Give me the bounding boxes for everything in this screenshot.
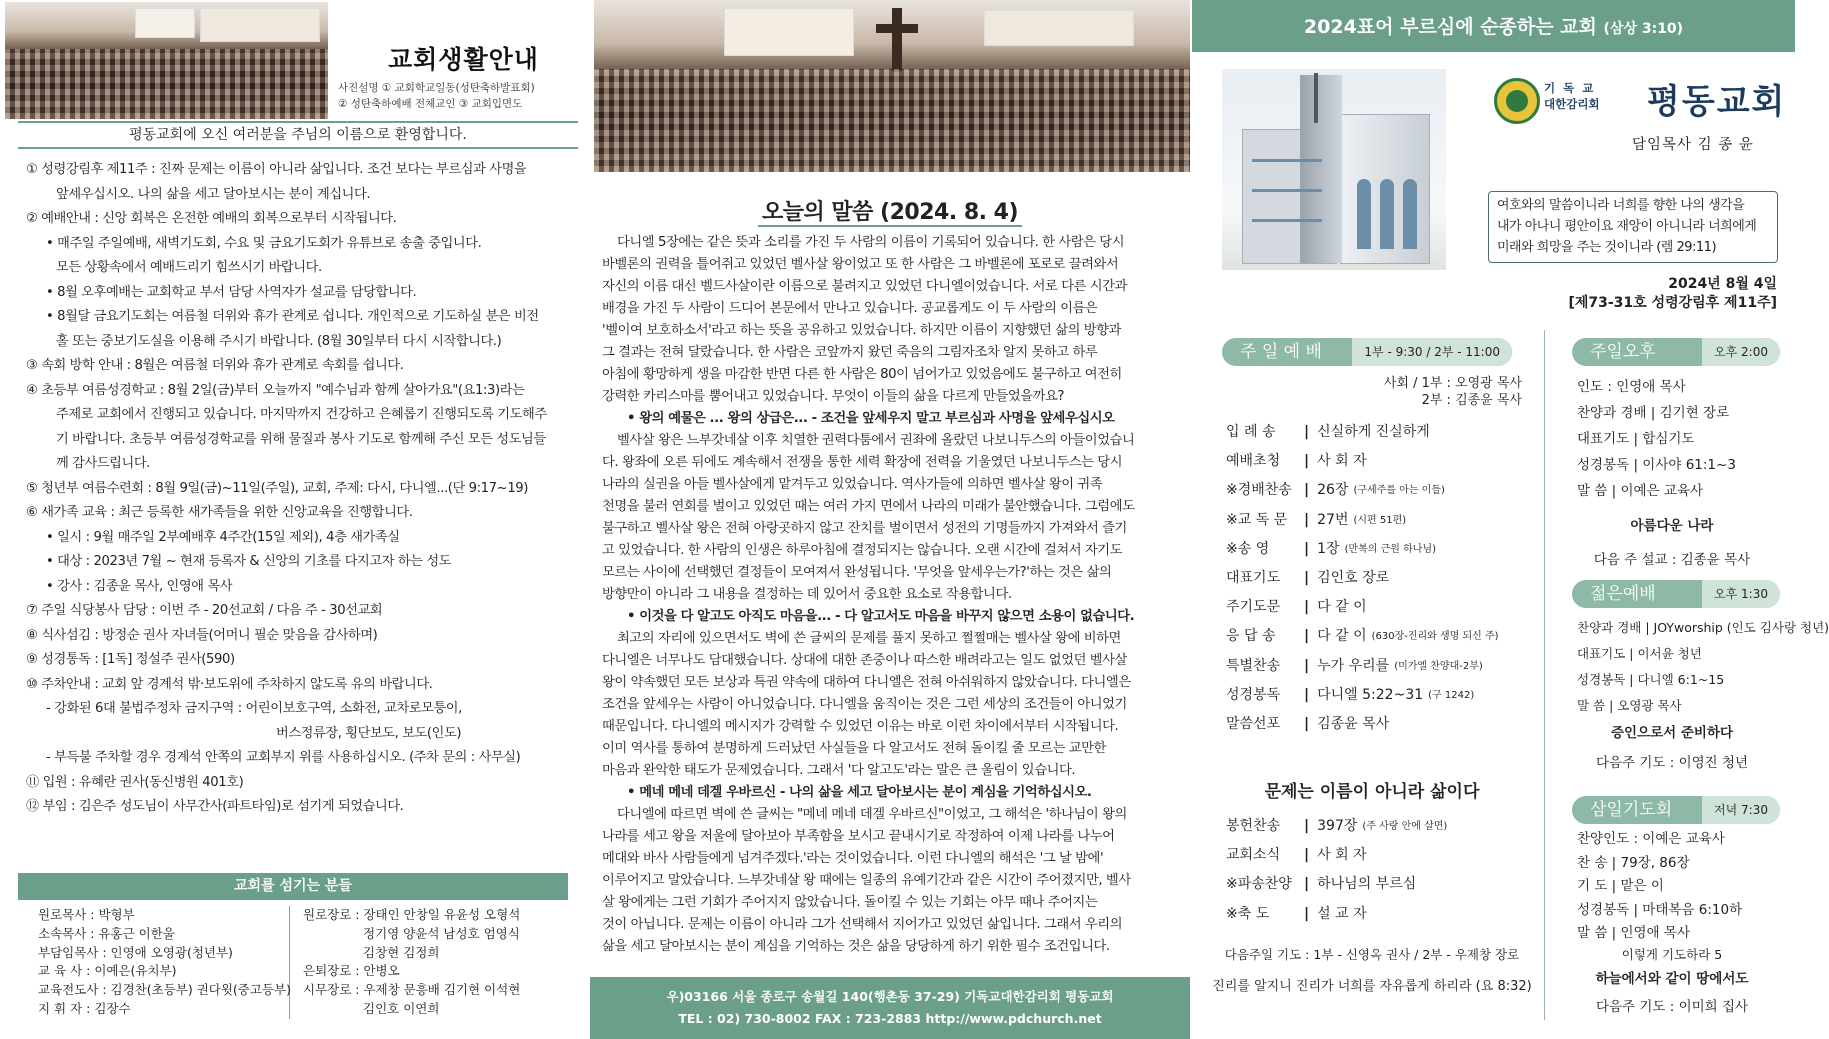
page-title: 교회생활안내 bbox=[388, 45, 539, 74]
afternoon-sermon-title: 아름다운 나라 bbox=[1630, 518, 1714, 534]
worship-order-row bbox=[1226, 841, 1447, 870]
staff-line: 은퇴장로 : 안병오 bbox=[303, 963, 400, 979]
worship-order-row bbox=[1226, 681, 1499, 710]
afternoon-service-list bbox=[1577, 374, 1787, 504]
order-item-value: 사 회 자 bbox=[1317, 453, 1367, 470]
text-line: 고 있었습니다. 한 사람의 인생은 하루아침에 결정되지는 않습니다. 오랜 시간에 걸쳐서 자기도 bbox=[602, 543, 1123, 558]
worship-order-row bbox=[1226, 652, 1499, 681]
order-item-label: ※송 영 bbox=[1226, 540, 1270, 557]
service-line: 찬양과 경배 | JOYworship (인도 김사랑 청년) bbox=[1577, 620, 1829, 635]
news-list bbox=[26, 158, 574, 820]
afternoon-service-header: 주일오후 오후 2:00 bbox=[1572, 338, 1780, 366]
column-divider bbox=[1544, 330, 1545, 1020]
text-line: 배경을 가진 두 사람이 드디어 본문에서 만나고 있습니다. 공교롭게도 이 두 사람의 이름은 bbox=[602, 301, 1098, 316]
text-line: • 8월달 금요기도회는 여름철 더위와 휴가 관계로 쉽니다. 개인적으로 기도하실 분은 비전 bbox=[46, 309, 539, 324]
church-life-panel bbox=[0, 0, 590, 1039]
order-item-value: 누가 우리를 bbox=[1317, 657, 1390, 674]
separator: | bbox=[1304, 686, 1310, 703]
text-line: 모든 상황속에서 예배드리기 힘쓰시기 바랍니다. bbox=[56, 260, 322, 275]
service-line: 기 도 | 맡은 이 bbox=[1577, 878, 1664, 894]
worship-order-panel bbox=[1192, 0, 1829, 1039]
text-line: 나라를 세고 왕을 저울에 달아보아 부족함을 보시고 끝내시기로 작정하여 이제 나라를 나누어 bbox=[602, 829, 1115, 844]
worship-order-row bbox=[1226, 506, 1499, 535]
worship-order-row bbox=[1226, 447, 1499, 476]
staff-line: 교육전도사 : 김경찬(초등부) 권다윗(중고등부) bbox=[38, 982, 291, 998]
order-item-note: (시편 51편) bbox=[1353, 514, 1407, 526]
separator: | bbox=[1304, 453, 1310, 470]
service-line: 성경봉독 | 다니엘 6:1~15 bbox=[1577, 672, 1725, 687]
text-line: 벨사살 왕은 느부갓네살 이후 치열한 권력다툼에서 권좌에 올랐던 나보니두스의 아들이었습니 bbox=[617, 433, 1135, 448]
order-item-note bbox=[1416, 870, 1421, 899]
text-line: 바벨론의 권력을 틀어쥐고 있었던 벨사살 왕이었고 또 한 사람은 그 바벨론에 포로로 끌려와서 bbox=[602, 257, 1119, 272]
text-line: 다. 왕좌에 오른 뒤에도 계속해서 전쟁을 통한 세력 확장에 전력을 기울였던 나보니두스는 당시 bbox=[602, 455, 1123, 470]
text-line: ⑦ 주일 식당봉사 담당 : 이번 주 - 20선교회 / 다음 주 - 30선교회 bbox=[26, 603, 383, 618]
text-line: 다니엘 5장에는 같은 뜻과 소리를 가진 두 사람의 이름이 기록되어 있습니다. 한 사람은 당시 bbox=[617, 235, 1125, 250]
order-item-label: 대표기도 bbox=[1226, 570, 1281, 587]
text-line: 것이 아닙니다. 문제는 이름이 아니라 그가 선택해서 지어가고 있었던 삶입니다. 그래서 우리의 bbox=[602, 917, 1123, 932]
youth-service-header: 젊은예배 오후 1:30 bbox=[1572, 580, 1780, 608]
order-item-note bbox=[1389, 710, 1394, 739]
separator: | bbox=[1304, 657, 1310, 674]
order-item-note: (630장-진리와 생명 되신 주) bbox=[1371, 631, 1499, 643]
wednesday-sermon-title: 하늘에서와 같이 땅에서도 bbox=[1595, 971, 1749, 987]
service-line: 찬 송 | 79장, 86장 bbox=[1577, 854, 1690, 871]
worship-order-row bbox=[1226, 476, 1499, 505]
separator: | bbox=[1304, 876, 1310, 893]
staff-line: 소속목사 : 유홍근 이한울 bbox=[38, 925, 175, 941]
order-item-label: 입 례 송 bbox=[1226, 424, 1276, 440]
order-item-note: (미가엘 찬양대-2부) bbox=[1394, 660, 1483, 672]
separator: | bbox=[1304, 482, 1310, 499]
order-item-label: 주기도문 bbox=[1226, 599, 1281, 616]
contact-footer: 우)03166 서울 종로구 송월길 140(행촌동 37-29) 기독교대한감리회 평동교회 TEL : 02) 730-8002 FAX : 723-2883 http://www.pdchurch.net bbox=[590, 977, 1190, 1039]
order-item-value: 26장 bbox=[1317, 482, 1349, 499]
text-line: - 부득불 주차할 경우 경계석 안쪽의 교회부지 위를 사용하십시오. (주차 문의 : 사무실) bbox=[46, 750, 521, 765]
text-line: ⑪ 입원 : 유혜란 권사(동신병원 401호) bbox=[26, 774, 244, 790]
service-line: 대표기도 | 합심기도 bbox=[1577, 431, 1695, 447]
order-item-note: (구세주를 아는 이들) bbox=[1353, 485, 1445, 497]
text-line: '벨이여 보호하소서'라고 하는 뜻을 공유하고 있었습니다. 하지만 이름이 지향했던 삶의 방향과 bbox=[602, 323, 1121, 338]
wednesday-service-header: 삼일기도회 저녁 7:30 bbox=[1572, 796, 1780, 824]
order-item-note: (만복의 근원 하나님) bbox=[1344, 543, 1437, 555]
text-line: 메대와 바사 사람들에게 넘겨주겠다.'라는 것이었습니다. 이런 다니엘의 해석은 '그 날 밤에' bbox=[602, 851, 1104, 866]
cross-icon bbox=[892, 8, 902, 72]
text-line: • 메네 메네 데겔 우바르신 - 나의 삶을 세고 달아보시는 분이 계심을 기억하십시오. bbox=[627, 785, 1092, 800]
youth-sermon-title: 증인으로서 준비하다 bbox=[1610, 725, 1734, 741]
text-line: 마음과 완악한 태도가 문제였습니다. 그래서 '다 알고도'라는 말은 큰 울림이 있습니다. bbox=[602, 763, 1076, 778]
text-line: • 대상 : 2023년 7월 ~ 현재 등록자 & 신앙의 기초를 다지고자 하는 성도 bbox=[46, 554, 451, 569]
motto-banner: 2024표어 부르심에 순종하는 교회 (삼상 3:10) bbox=[1192, 0, 1795, 52]
worship-order-list-2 bbox=[1226, 812, 1447, 929]
verse-box: 여호와의 말씀이니라 너희를 향한 나의 생각을 내가 아나니 평안이요 재앙이 아니니라 너희에게 미래와 희망을 주는 것이니라 (렘 29:11) bbox=[1488, 191, 1778, 263]
sermon-text bbox=[602, 232, 1178, 958]
order-item-note bbox=[1367, 593, 1372, 622]
order-item-value: 사 회 자 bbox=[1317, 847, 1367, 864]
wednesday-next: 다음주 기도 : 이미희 집사 bbox=[1595, 999, 1749, 1015]
staff-list-right bbox=[303, 906, 573, 1019]
worship-order-list bbox=[1226, 418, 1499, 739]
sermon-panel bbox=[590, 0, 1190, 1039]
order-item-note bbox=[1367, 447, 1372, 476]
staff-line: 정기영 양윤석 남성호 엄영식 bbox=[363, 925, 520, 941]
staff-line: 김창현 김정희 bbox=[363, 944, 440, 960]
group-photo bbox=[5, 2, 328, 119]
order-item-note: (구 1242) bbox=[1428, 689, 1475, 701]
separator: | bbox=[1304, 424, 1310, 440]
congregation-photo bbox=[594, 0, 1190, 172]
worship-order-row bbox=[1226, 900, 1447, 929]
text-line: ⑨ 성경통독 : [1독] 정설주 권사(590) bbox=[26, 652, 235, 667]
text-line: 앞세우십시오. 나의 삶을 세고 달아보시는 분이 계십니다. bbox=[56, 186, 371, 202]
order-item-note bbox=[1367, 900, 1372, 929]
sermon-title: 오늘의 말씀 (2024. 8. 4) bbox=[758, 200, 1022, 227]
order-item-value: 1장 bbox=[1317, 540, 1340, 557]
order-item-value: 다니엘 5:22~31 bbox=[1317, 686, 1424, 703]
worship-order-row bbox=[1226, 870, 1447, 899]
church-building-image bbox=[1222, 69, 1446, 270]
church-name: 평동교회 bbox=[1647, 82, 1787, 122]
staff-line: 시무장로 : 우제창 문흥배 김기현 이석현 bbox=[303, 982, 521, 998]
text-line: 이루어지고 말았습니다. 느부갓네살 왕 때에는 일종의 유예기간과 같은 시간이 주어졌지만, 벨사 bbox=[602, 873, 1131, 888]
order-item-value: 397장 bbox=[1317, 818, 1358, 834]
text-line: 그 결과는 전혀 달랐습니다. 한 사람은 코앞까지 왔던 죽음의 그림자조차 알지 못하고 하루 bbox=[602, 345, 1098, 360]
text-line: 방향만이 아니라 그 내용을 결정하는 데 있어서 중요한 요소로 작용합니다. bbox=[602, 587, 1012, 602]
separator: | bbox=[1304, 628, 1310, 645]
text-line: 버스정류장, 횡단보도, 보도(인도) bbox=[276, 725, 462, 741]
text-line: - 강화된 6대 불법주정차 금지구역 : 어린이보호구역, 소화전, 교차로모퉁이, bbox=[46, 701, 462, 716]
order-item-value: 김인호 장로 bbox=[1317, 570, 1390, 587]
text-line: 불구하고 벨사살 왕은 전혀 아랑곳하지 않고 잔치를 벌이면서 성전의 기명들까지 가져와서 즐기 bbox=[602, 521, 1127, 536]
denomination-name: 기 독 교 대한감리회 bbox=[1544, 81, 1600, 111]
text-line: ⑫ 부임 : 김은주 성도님이 사무간사(파트타임)로 섬기게 되었습니다. bbox=[26, 799, 404, 814]
worship-order-row bbox=[1226, 812, 1447, 841]
separator: | bbox=[1304, 716, 1310, 733]
text-line: ④ 초등부 여름성경학교 : 8월 2일(금)부터 오늘까지 "예수님과 함께 살아가요"(요1:3)라는 bbox=[26, 382, 525, 398]
closing-verse: 진리를 알지니 진리가 너희를 자유롭게 하리라 (요 8:32) bbox=[1212, 979, 1532, 994]
service-line: 찬양과 경배 | 김기현 장로 bbox=[1577, 405, 1730, 421]
text-line: ⑧ 식사섬김 : 방정순 권사 자녀들(어머니 필순 맞음을 감사하며) bbox=[26, 627, 378, 643]
service-line: 찬양인도 : 이예은 교육사 bbox=[1577, 831, 1725, 847]
text-line: 최고의 자리에 있으면서도 벽에 쓴 글씨의 문제를 풀지 못하고 쩔쩔매는 벨사살 왕에 비하면 bbox=[617, 631, 1121, 646]
worship-order-row bbox=[1226, 418, 1499, 447]
staff-list-left bbox=[38, 906, 290, 1019]
service-line: 인도 : 인영애 목사 bbox=[1577, 379, 1686, 395]
wednesday-series: 이렇게 기도하라 5 bbox=[1621, 947, 1723, 962]
service-line: 말 씀 | 이예은 교육사 bbox=[1577, 483, 1704, 499]
order-item-value: 다 같 이 bbox=[1317, 599, 1367, 616]
staff-header: 교회를 섬기는 분들 bbox=[18, 873, 568, 900]
staff-line: 교 육 사 : 이예은(유치부) bbox=[38, 963, 177, 979]
text-line: • 일시 : 9월 매주일 2부예배후 4주간(15일 제외), 4층 새가족실 bbox=[46, 529, 400, 545]
order-item-note bbox=[1367, 841, 1372, 870]
order-item-value: 다 같 이 bbox=[1317, 628, 1367, 645]
text-line: • 매주일 주일예배, 새벽기도회, 수요 및 금요기도회가 유튜브로 송출 중입니다. bbox=[46, 235, 482, 251]
worship-order-row bbox=[1226, 564, 1499, 593]
text-line: • 강사 : 김종윤 목사, 인영애 목사 bbox=[46, 578, 233, 594]
text-line: 이미 역사를 통하여 분명하게 드러났던 사실들을 다 알고서도 전혀 돌이킬 줄 모르는 교만한 bbox=[602, 741, 1106, 756]
text-line: ① 성령강림후 제11주 : 진짜 문제는 이름이 아니라 삶입니다. 조건 보다는 부르심과 사명을 bbox=[26, 162, 527, 177]
separator: | bbox=[1304, 847, 1310, 864]
order-item-label: 예배초청 bbox=[1226, 453, 1281, 470]
service-leaders: 사회 / 1부 : 오영광 목사 2부 : 김종윤 목사 bbox=[1383, 376, 1522, 408]
separator: | bbox=[1304, 599, 1310, 616]
order-item-value: 하나님의 부르심 bbox=[1317, 876, 1417, 893]
wednesday-service-list bbox=[1577, 828, 1787, 946]
denomination-logo bbox=[1494, 78, 1540, 124]
text-line: ③ 속회 방학 안내 : 8월은 여름철 더위와 휴가 관계로 속회를 쉽니다. bbox=[26, 358, 404, 373]
order-item-label: 특별찬송 bbox=[1226, 657, 1281, 674]
separator: | bbox=[1304, 540, 1310, 557]
text-line: 왕이 약속했던 모든 보상과 특권 약속에 대하여 다니엘은 전혀 아쉬워하지 않았습니다. 다니엘은 bbox=[602, 675, 1131, 690]
youth-next: 다음주 기도 : 이영진 청년 bbox=[1595, 755, 1749, 771]
sermon-title-sunday: 문제는 이름이 아니라 삶이다 bbox=[1264, 782, 1480, 802]
welcome-banner: 평동교회에 오신 여러분을 주님의 이름으로 환영합니다. bbox=[18, 121, 578, 149]
service-line: 말 씀 | 오영광 목사 bbox=[1577, 698, 1682, 713]
text-line: • 8월 오후예배는 교회학교 부서 담당 사역자가 설교를 담당합니다. bbox=[46, 284, 417, 300]
separator: | bbox=[1304, 818, 1310, 834]
order-item-value: 27번 bbox=[1317, 511, 1349, 528]
text-line: ⑩ 주차안내 : 교회 앞 경계석 밖·보도위에 주차하지 않도록 유의 바랍니다. bbox=[26, 676, 433, 692]
order-item-label: 응 답 송 bbox=[1226, 628, 1276, 645]
text-line: 기 바랍니다. 초등부 여름성경학교를 위해 물질과 봉사 기도로 함께해 주신 모든 성도님들 bbox=[56, 431, 546, 447]
order-item-label: 봉헌찬송 bbox=[1226, 818, 1281, 834]
separator: | bbox=[1304, 511, 1310, 528]
order-item-label: ※파송찬양 bbox=[1226, 876, 1292, 893]
senior-pastor: 담임목사 김 종 윤 bbox=[1632, 137, 1754, 153]
text-line: 자신의 이름 대신 벨드사살이란 이름으로 불려지고 있었던 다니엘이었습니다. 서로 다른 시간과 bbox=[602, 279, 1127, 294]
next-prayer: 다음주일 기도 : 1부 - 신영옥 권사 / 2부 - 우제창 장로 bbox=[1224, 947, 1520, 962]
text-line: 나라의 실권을 아들 벨사살에게 맡겨두고 있었습니다. 역사가들에 의하면 벨사살 왕이 귀족 bbox=[602, 477, 1103, 492]
order-item-label: 말씀선포 bbox=[1226, 716, 1281, 733]
order-item-label: ※교 독 문 bbox=[1226, 511, 1288, 528]
order-item-note: (주 사랑 안에 살면) bbox=[1362, 821, 1448, 832]
text-line: 께 감사드립니다. bbox=[56, 456, 150, 471]
staff-line: 원로장로 : 장태인 안창일 유윤성 오형석 bbox=[303, 907, 521, 922]
text-line: 다니엘은 너무나도 담대했습니다. 상대에 대한 존중이나 따스한 배려라고는 일도 없었던 벨사살 bbox=[602, 653, 1127, 668]
text-line: 모르는 사이에 선택했던 결정들이 모여져서 완성됩니다. '무엇을 앞세우는가?'하는 것은 삶의 bbox=[602, 565, 1112, 580]
text-line: 다니엘에 따르면 벽에 쓴 글씨는 "메네 메네 데겔 우바르신"이었고, 그 해석은 '하나님이 왕의 bbox=[617, 807, 1127, 822]
text-line: 살 왕에게는 그런 기회가 주어지지 않았습니다. 돌이킬 수 있는 기회는 아무 때나 주어지는 bbox=[602, 895, 1098, 910]
text-line: 삶을 세고 달아보시는 분이 계심을 기억하는 것은 삶을 당당하게 하기 위한 필수 조건입니다. bbox=[602, 939, 1110, 954]
service-line: 성경봉독 | 마태복음 6:10하 bbox=[1577, 901, 1743, 918]
staff-line: 원로목사 : 박형부 bbox=[38, 907, 135, 922]
text-line: 아침에 황망하게 생을 마감한 반면 다른 한 사람은 80이 넘어가고 있었음에도 불구하고 여전히 bbox=[602, 367, 1122, 382]
photo-caption: 사진설명 ① 교회학교일동(성탄축하발표회) ② 성탄축하예배 전체교인 ③ 교회입면도 bbox=[338, 82, 535, 110]
order-item-value: 신실하게 진실하게 bbox=[1317, 424, 1430, 440]
worship-order-row bbox=[1226, 593, 1499, 622]
sunday-service-header: 주 일 예 배 1부 - 9:30 / 2부 - 11:00 bbox=[1222, 338, 1512, 366]
text-line: 강력한 카리스마를 뿜어내고 있었습니다. 무엇이 이들의 삶을 다르게 만들었을까요? bbox=[602, 389, 1065, 404]
service-line: 대표기도 | 이서윤 청년 bbox=[1577, 646, 1702, 661]
order-item-label: 교회소식 bbox=[1226, 847, 1281, 864]
order-item-label: ※축 도 bbox=[1226, 905, 1270, 922]
text-line: 주제로 교회에서 진행되고 있습니다. 마지막까지 건강하고 은혜롭기 진행되도록 기도해주 bbox=[56, 407, 547, 422]
service-line: 성경봉독 | 이사야 61:1~3 bbox=[1577, 457, 1736, 473]
text-line: 천명을 불러 연회를 벌이고 있었던 때는 여러 가지 면에서 나라의 미래가 불안했습니다. 그럼에도 bbox=[602, 499, 1135, 514]
staff-line: 지 휘 자 : 김장수 bbox=[38, 1000, 131, 1016]
text-line: 조건을 앞세우는 사람이 아니었습니다. 다니엘을 움직이는 것은 그런 세상의 조건들이 아니었기 bbox=[602, 697, 1127, 712]
staff-line: 김인호 이연희 bbox=[363, 1000, 440, 1016]
order-item-value: 김종윤 목사 bbox=[1317, 716, 1390, 733]
order-item-label: 성경봉독 bbox=[1226, 686, 1281, 703]
text-line: 홀 또는 중보기도실을 이용해 주시기 바랍니다. (8월 30일부터 다시 시작합니다.) bbox=[56, 333, 502, 349]
separator: | bbox=[1304, 905, 1310, 922]
text-line: ⑤ 청년부 여름수련회 : 8월 9일(금)~11일(주일), 교회, 주제: 다시, 다니엘...(단 9:17~19) bbox=[26, 480, 529, 496]
worship-order-row bbox=[1226, 535, 1499, 564]
text-line: 때문입니다. 다니엘의 메시지가 강력할 수 있었던 이유는 바로 이런 차이에서부터 시작됩니다. bbox=[602, 719, 1119, 734]
order-item-note bbox=[1430, 418, 1435, 447]
order-item-value: 설 교 자 bbox=[1317, 905, 1367, 922]
afternoon-next: 다음 주 설교 : 김종윤 목사 bbox=[1593, 552, 1751, 568]
service-line: 말 씀 | 인영애 목사 bbox=[1577, 925, 1691, 941]
order-item-note bbox=[1389, 564, 1394, 593]
bulletin-date: 2024년 8월 4일 [제73-31호 성령강림후 제11주] bbox=[1568, 276, 1777, 311]
text-line: • 왕의 예물은 ... 왕의 상급은... - 조건을 앞세우지 말고 부르심과 사명을 앞세우십시오 bbox=[627, 411, 1115, 426]
staff-line: 부담임목사 : 인영애 오영광(청년부) bbox=[38, 944, 233, 960]
text-line: • 이것을 다 알고도 아직도 마음을... - 다 알고서도 마음을 바꾸지 않으면 소용이 없습니다. bbox=[627, 609, 1135, 624]
order-item-label: ※경배찬송 bbox=[1226, 482, 1292, 499]
separator: | bbox=[1304, 570, 1310, 587]
text-line: ⑥ 새가족 교육 : 최근 등록한 새가족들을 위한 신앙교육을 진행합니다. bbox=[26, 505, 413, 520]
worship-order-row bbox=[1226, 622, 1499, 651]
worship-order-row bbox=[1226, 710, 1499, 739]
youth-service-list bbox=[1577, 615, 1829, 719]
text-line: ② 예배안내 : 신앙 회복은 온전한 예배의 회복으로부터 시작됩니다. bbox=[26, 211, 397, 226]
